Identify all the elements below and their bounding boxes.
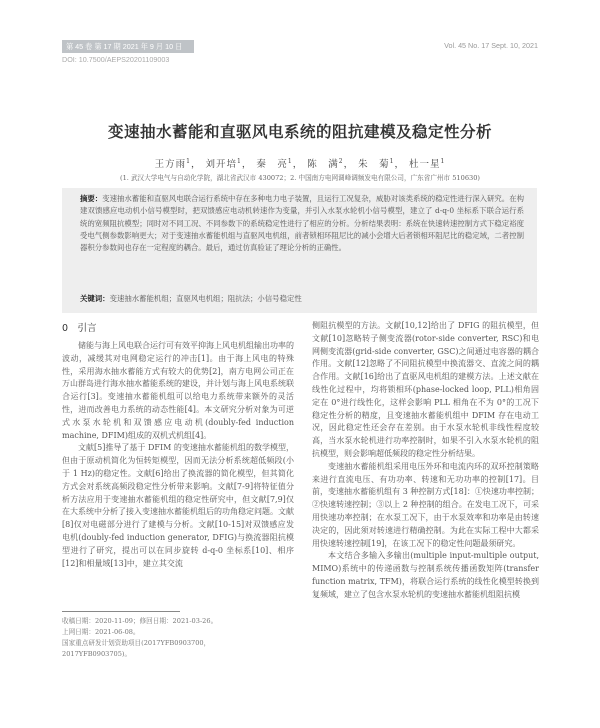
left-column <box>62 340 294 570</box>
paragraph: 侧阻抗模型的方法。文献[10,12]给出了 DFIG 的阻抗模型，但文献[10]忽略转子侧变流器(rotor-side converter, RSC)和电网侧变流器(grid-side converter, GSC)之间通过电容器的耦合作用。文献[12]忽略了不同阻抗模型中换流器交、直流之间的耦合作用。文献[16]给出了直驱风电机组的建模方法。上述文献在线性化过程中，均将锁相环(phase-locked loop, PLL)相角固定在 0°进行线性化，这样会影响 PLL 相角在不为 0°的工况下稳定性分析的精度，且变速抽水蓄能机组中 DFIM 存在电动工况，因此稳定性还会存在差别。由于水泵水轮机非线性程度较高，当水泵水轮机进行功率控制时，如果不引入水泵水轮机的阻抗模型，则会影响超低频段的稳定性分析结果。 <box>312 321 539 458</box>
author: 陈 满$^2$ <box>307 157 344 170</box>
paragraph: 文献[5]推导了基于 DFIM 的变速抽水蓄能机组的数学模型，但由于原动机简化为恒转矩模型，因而无法分析系统超低频段(小于 1 Hz)的稳定性。文献[6]给出了换流器的简化模型，但其简化方式会对系统高频段稳定性分析带来影响。文献[7-9]将特征值分析方法应用于变速抽水蓄能机组的稳定性研究中，但文献[7,9]仅在大系统中分析了接入变速抽水蓄能机组后的功角稳定问题。文献[8]仅对电磁部分进行了建模与分析。文献[10-15]对双馈感应发电机(doubly-fed induction generator, DFIG)与换流器阻抗模型进行了研究，提出可以在同步旋转 d-q-0 坐标系[10]、相序[12]和相量域[13]中，建立其交流 <box>62 443 294 568</box>
right-column <box>312 320 539 602</box>
paragraph: 变速抽水蓄能机组采用电压外环和电流内环的双环控制策略来进行直流电压、有功功率、转速和无功功率的控制[17]。目前，变速抽水蓄能机组有 3 种控制方式[18]：①快速功率控制；②快速转速控制；③以上 2 种控制的组合。在发电工况下，可采用快速功率控制；在水泵工况下，由于水泵效率和功率是由转速决定的，因此须对转速进行精确控制。为此在实际工程中大都采用快速转速控制[19]，在该工况下的稳定性问题最须研究。 <box>312 461 539 548</box>
section-heading: 0 引言 <box>62 323 97 334</box>
author: 王方雨$^1$ <box>154 157 191 170</box>
abstract <box>80 193 524 254</box>
footnotes <box>62 616 294 660</box>
paper-title: 变速抽水蓄能和直驱风电系统的阻抗建模及稳定性分析 <box>107 123 492 141</box>
footnote-line: 上网日期：2021-06-08。 <box>62 628 140 636</box>
issue-label-en: Vol. 45 No. 17 Sept. 10, 2021 <box>444 41 538 50</box>
abstract-label: 摘要： <box>80 194 103 203</box>
issue-banner <box>62 40 194 53</box>
keywords <box>80 293 524 304</box>
paragraph: 本文结合多输入多输出(multiple input-multiple output, MIMO)系统中的传递函数与控制系统传播函数矩阵(transfer function matrix, TFM)，将联合运行系统的线性化模型转换到复频域，建立了包含水泵水轮机的变速抽水蓄能机组阻抗模 <box>312 551 539 599</box>
keywords-label: 关键词： <box>80 294 110 303</box>
footnote-line: 国家重点研发计划资助项目(2017YFB0903700， <box>62 639 211 647</box>
affiliation: (1. 武汉大学电气与自动化学院，湖北省武汉市 430072；2. 中国南方电网调峰调频发电有限公司，广东省广州市 510630) <box>120 174 480 182</box>
author-list: 王方雨$^1$， 刘开培$^1$， 秦 亮$^1$， 陈 满$^2$， 朱 菊$^1$， 杜一星$^1$ <box>154 157 446 170</box>
keywords-text: 变速抽水蓄能机组；直驱风电机组；阻抗法；小信号稳定性 <box>109 294 302 303</box>
author: 秦 亮$^1$ <box>256 157 293 170</box>
author: 朱 菊$^1$ <box>358 157 395 170</box>
paragraph: 储能与海上风电联合运行可有效平抑海上风电机组输出功率的波动，减缓其对电网稳定运行的冲击[1]。由于海上风电的特殊性，采用海水抽水蓄能方式有较大的优势[2]，南方电网公司正在万山群岛进行海水抽水蓄能系统的建设，并计划与海上风电系统联合运行[3]。变速抽水蓄能机组可以给电力系统带来额外的灵活性，进而改善电力系统的动态性能[4]。本文研究分析对象为可逆式水泵水轮机和双馈感应电动机(doubly-fed induction machine, DFIM)组成的双机式机组[4]。 <box>62 341 294 440</box>
footnote-divider <box>62 611 180 612</box>
footnote-line: 收稿日期：2020-11-09；修回日期：2021-03-26。 <box>62 617 218 625</box>
footnote-line: 2017YFB0903705)。 <box>62 650 132 658</box>
abstract-text: 变速抽水蓄能和直驱风电联合运行系统中存在多种电力电子装置，且运行工况复杂，威胁对该类系统的稳定性进行深入研究。在构建双馈感应电动机小信号模型时，把双馈感应电动机转速作为变量，并引入水泵水轮机小信号模型，建立了 d-q-0 坐标系下联合运行系统的宽频阻抗模型；同时对不同工况、不同参数下的系统稳定性进行了相应的分析。分析结果表明：系统在快速转速控制方式下稳定裕度受电气侧参数影响更大；对于变速抽水蓄能机组与直驱风电机组，前者锁相环阻尼比的减小会增大后者锁相环阻尼比的稳定域，二者控制器积分参数间也存在一定程度的耦合。最后，通过仿真验证了理论分析的正确性。 <box>80 194 524 253</box>
doi: DOI: 10.7500/AEPS20201109003 <box>62 55 170 64</box>
issue-label: 第 45 卷 第 17 期 2021 年 9 月 10 日 <box>66 42 183 51</box>
author: 杜一星$^1$ <box>409 157 446 170</box>
author: 刘开培$^1$ <box>205 157 242 170</box>
